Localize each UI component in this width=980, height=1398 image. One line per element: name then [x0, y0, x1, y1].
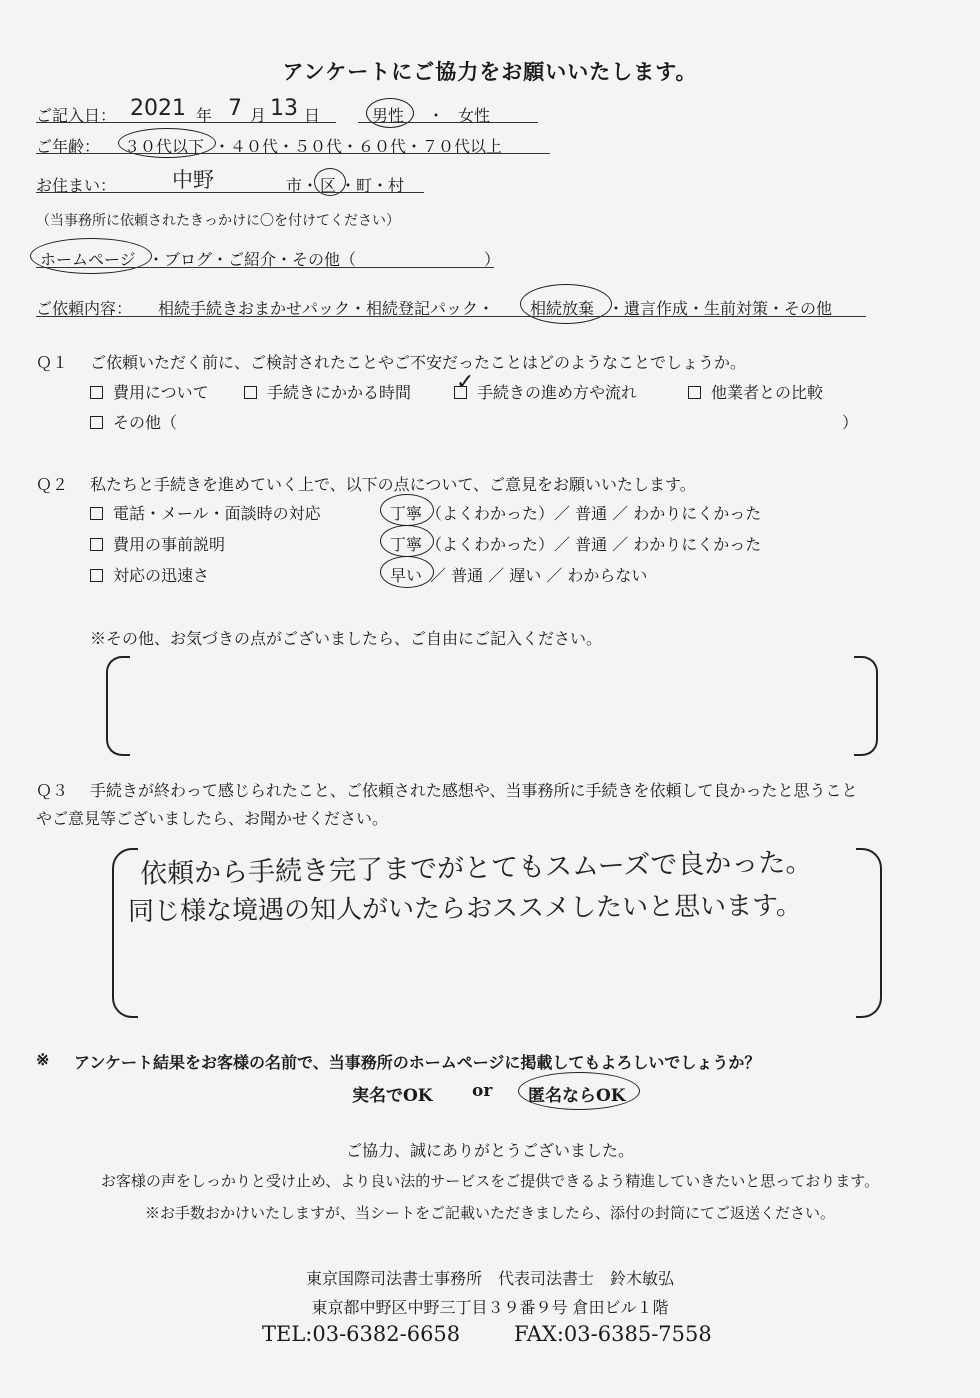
- q3-question-line1: 手続きが終わって感じられたこと、ご依頼された感想や、当事務所に手続きを依頼して良かったと思うこと: [90, 781, 858, 800]
- q2-row-contact: 電話・メール・面談時の対応: [90, 501, 321, 524]
- closing-message: お客様の声をしっかりと受け止め、より良い法的サービスをご提供できるよう精進していきたいと思っております。: [100, 1172, 880, 1190]
- request-options-after: ・遺言作成・生前対策・その他: [608, 299, 833, 318]
- entry-day: 13: [270, 96, 298, 121]
- residence-city: 市・: [286, 176, 319, 195]
- gender-separator: ・: [428, 106, 445, 125]
- office-tel: TEL:03-6382-6658: [262, 1322, 461, 1346]
- q2-number: Ｑ２: [36, 475, 69, 494]
- age-label: ご年齢：: [36, 137, 101, 156]
- q2-row-cost-selected: 丁寧: [390, 535, 423, 554]
- age-selected: ３０代以下: [124, 137, 205, 156]
- gender-female: 女性: [458, 106, 491, 125]
- q1-option-cost: 費用について: [90, 380, 209, 403]
- gender-underline: [358, 122, 538, 123]
- entry-date-label: ご記入日：: [36, 106, 117, 125]
- publish-real-name: 実名でOK: [352, 1086, 433, 1106]
- publish-anonymous: 匿名ならOK: [528, 1086, 626, 1106]
- office-address: 東京都中野区中野三丁目３９番９号 倉田ビル１階: [311, 1298, 669, 1317]
- q1-option-compare: 他業者との比較: [688, 380, 823, 403]
- entry-month: 7: [228, 96, 242, 121]
- residence-value: 中野: [172, 168, 214, 192]
- trigger-options: ・ブログ・ご紹介・その他（ ）: [148, 250, 501, 269]
- q3-answer-line2: 同じ様な境遇の知人がいたらおススメしたいと思います。: [127, 891, 803, 927]
- office-fax: FAX:03-6385-7558: [514, 1322, 712, 1346]
- office-name: 東京国際司法書士事務所 代表司法書士 鈴木敏弘: [305, 1269, 674, 1288]
- q2-row-speed-selected: 早い: [390, 566, 423, 585]
- q3-answer-bracket-left: [112, 848, 138, 1018]
- trigger-underline: [36, 267, 494, 268]
- checkbox-icon: [688, 386, 701, 399]
- request-label: ご依頼内容：: [36, 299, 133, 318]
- q1-question: ご依頼いただく前に、ご検討されたことやご不安だったことはどのようなことでしょうか。: [90, 353, 747, 372]
- age-underline: [36, 153, 550, 154]
- request-options-before: 相続手続きおまかせパック・相続登記パック・: [158, 299, 495, 318]
- entry-year-unit: 年: [196, 106, 213, 125]
- trigger-selected-circle: [30, 238, 152, 274]
- publish-mark: ※: [36, 1050, 50, 1069]
- request-selected-circle: [520, 284, 612, 324]
- q1-option-other: その他（: [90, 410, 177, 433]
- q3-number: Ｑ３: [36, 781, 69, 800]
- q2-row-speed: 対応の迅速さ: [90, 563, 209, 586]
- q2-comment-bracket-left: [106, 656, 130, 756]
- q3-answer-line1: 依頼から手続き完了までがとてもスムーズで良かった。: [139, 847, 813, 890]
- checkbox-icon: [244, 386, 257, 399]
- q1-other-close: ）: [842, 413, 859, 432]
- q3-answer-bracket-right: [856, 848, 882, 1018]
- age-options: ・４０代・５０代・６０代・７０代以上: [214, 137, 503, 156]
- q2-row-speed-circle: [380, 556, 434, 588]
- publish-question: アンケート結果をお客様の名前で、当事務所のホームページに掲載してもよろしいでしょうか？: [74, 1053, 761, 1072]
- q2-row-cost-options: （よくわかった）／ 普通 ／ わかりにくかった: [426, 535, 762, 554]
- q2-comment-bracket-right: [854, 656, 878, 756]
- request-selected: 相続放棄: [530, 299, 595, 318]
- q1-option-process: 手続きの進め方や流れ: [454, 380, 637, 403]
- entry-date-underline: [36, 122, 336, 123]
- publish-anonymous-circle: [518, 1072, 640, 1110]
- entry-month-unit: 月: [250, 106, 267, 125]
- q1-number: Ｑ１: [36, 353, 69, 372]
- closing-thanks: ご協力、誠にありがとうございました。: [345, 1141, 634, 1160]
- q3-question-line2: やご意見等ございましたら、お聞かせください。: [36, 809, 389, 828]
- checkbox-checked-icon: [90, 538, 103, 551]
- residence-town: ・町・村: [340, 176, 405, 195]
- closing-return-note: ※お手数おかけいたしますが、当シートをご記載いただきましたら、添付の封筒にてご返送ください。: [144, 1204, 835, 1222]
- q2-row-cost: 費用の事前説明: [90, 532, 225, 555]
- residence-ward: 区: [320, 176, 337, 195]
- q2-note: ※その他、お気づきの点がございましたら、ご自由にご記入ください。: [90, 629, 603, 648]
- q2-row-speed-options: ／ 普通 ／ 遅い ／ わからない: [430, 566, 648, 585]
- checkbox-checked-icon: [90, 507, 103, 520]
- checkbox-checked-icon: [90, 569, 103, 582]
- page-title: アンケートにご協力をお願いいたします。: [282, 59, 698, 84]
- residence-label: お住まい：: [36, 176, 117, 195]
- entry-day-unit: 日: [304, 106, 321, 125]
- checkmark-icon: ✓: [456, 370, 475, 395]
- trigger-selected: ホームページ: [40, 250, 136, 269]
- entry-year: 2021: [130, 96, 186, 121]
- request-underline: [36, 316, 866, 317]
- q1-option-time: 手続きにかかる時間: [244, 380, 411, 403]
- publish-or: or: [472, 1081, 493, 1101]
- q2-question: 私たちと手続きを進めていく上で、以下の点について、ご意見をお願いいたします。: [90, 475, 696, 494]
- trigger-note: （当事務所に依頼されたきっかけに〇を付けてください）: [36, 213, 400, 229]
- q2-row-contact-options: （よくわかった）／ 普通 ／ わかりにくかった: [426, 504, 762, 523]
- q2-row-contact-selected: 丁寧: [390, 504, 423, 523]
- residence-underline: [36, 192, 424, 193]
- gender-male-circle: [366, 98, 414, 128]
- gender-male: 男性: [372, 106, 405, 125]
- checkbox-icon: [90, 386, 103, 399]
- checkbox-icon: [90, 416, 103, 429]
